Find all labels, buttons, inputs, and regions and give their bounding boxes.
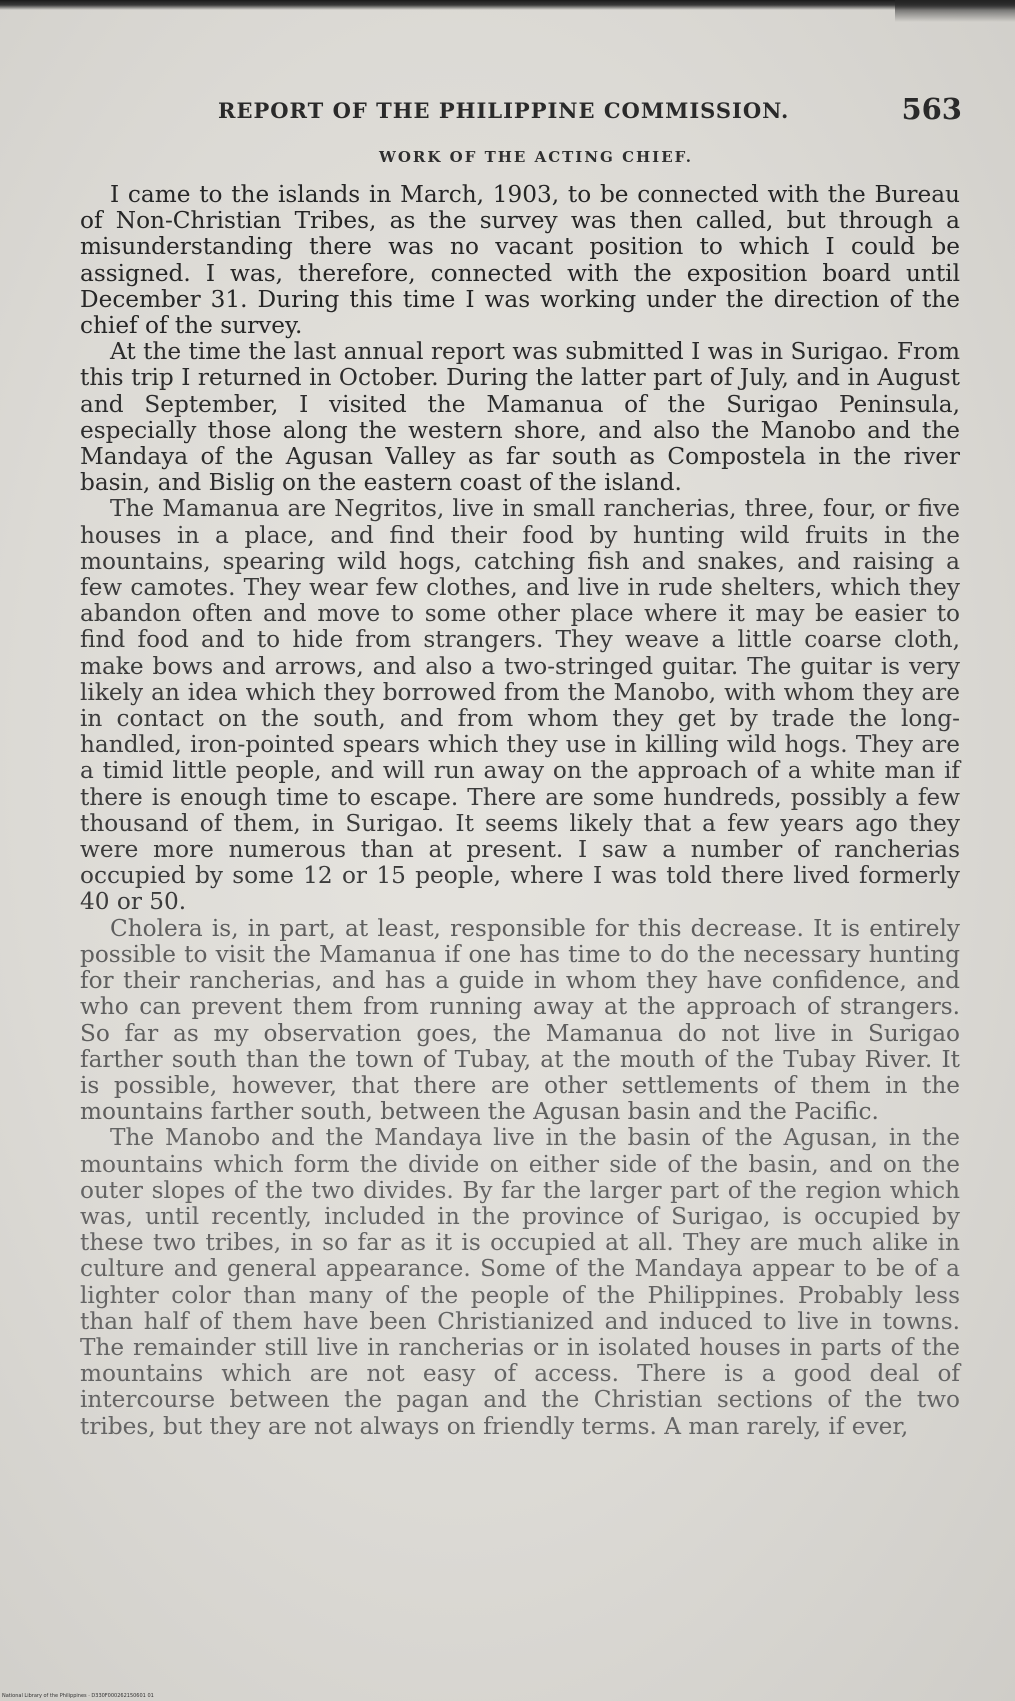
- paragraph-surigao-trip: At the time the last annual report was submitted I was in Surigao. From this trip I returned in October. During the latter part of July, and in August and September, I visited the Mamanua of the Surigao Peninsula, especially those along the western shore, and also the Manobo and the Mandaya of the Agusan Valley as far south as Compostela in the river basin, and Bislig on the eastern coast of the island.: [80, 338, 960, 497]
- scan-top-right-shadow: [895, 0, 1015, 22]
- paragraph-mamanua: The Mamanua are Negritos, live in small rancherias, three, four, or five houses in a place, and find their food by hunting wild fruits in the mountains, spearing wild hogs, catching fish and snakes, and raising a few camotes. They wear few clothes, and live in rude shelters, which they abandon often and move to some other place where it may be easier to find food and to hide from strangers. They weave a little coarse cloth, make bows and arrows, and also a two-stringed guitar. The guitar is very likely an idea which they borrowed from the Manobo, with whom they are in contact on the south, and from whom they get by trade the long-handled, iron-pointed spears which they use in killing wild hogs. They are a timid little people, and will run away on the approach of a white man if there is enough time to escape. There are some hundreds, possibly a few thousand of them, in Surigao. It seems likely that a few years ago they were more numerous than at present. I saw a number of rancherias occupied by some 12 or 15 people, where I was told there lived formerly 40 or 50.: [80, 495, 960, 916]
- page-number: 563: [901, 92, 962, 126]
- library-footer: National Library of the Philippines · D330F000262150601 01: [2, 1693, 154, 1699]
- paragraph-arrival: I came to the islands in March, 1903, to be connected with the Bureau of Non-Christian Tribes, as the survey was then called, but through a misunderstanding there was no vacant position to which I could be assigned. I was, therefore, connected with the exposition board until December 31. During this time I was working under the direction of the chief of the survey.: [80, 181, 960, 340]
- report-page: [80, 92, 960, 1440]
- section-heading: WORK OF THE ACTING CHIEF.: [379, 148, 693, 166]
- paragraph-cholera: Cholera is, in part, at least, responsible for this decrease. It is entirely possible to visit the Mamanua if one has time to do the necessary hunting for their rancherias, and has a guide in whom they have confidence, and who can prevent them from running away at the approach of strangers. So far as my observation goes, the Mamanua do not live in Surigao farther south than the town of Tubay, at the mouth of the Tubay River. It is possible, however, that there are other settlements of them in the mountains farther south, between the Agusan basin and the Pacific.: [80, 914, 960, 1126]
- running-title: REPORT OF THE PHILIPPINE COMMISSION.: [218, 98, 790, 123]
- scan-top-edge: [0, 0, 1015, 10]
- running-head: [80, 92, 960, 136]
- paragraph-manobo-mandaya: The Manobo and the Mandaya live in the basin of the Agusan, in the mountains which form the divide on either side of the basin, and on the outer slopes of the two divides. By far the larger part of the region which was, until recently, included in the province of Surigao, is occupied by these two tribes, in so far as it is occupied at all. They are much alike in culture and general appearance. Some of the Mandaya appear to be of a lighter color than many of the people of the Philippines. Probably less than half of them have been Christianized and induced to live in towns. The remainder still live in rancherias or in isolated houses in parts of the mountains which are not easy of access. There is a good deal of intercourse between the pagan and the Christian sections of the two tribes, but they are not always on friendly terms. A man rarely, if ever,: [80, 1124, 960, 1440]
